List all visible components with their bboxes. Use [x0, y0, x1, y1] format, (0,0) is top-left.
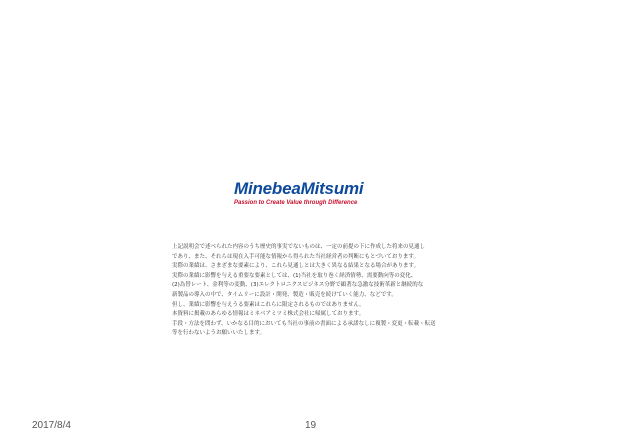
footer-date: 2017/8/4 [32, 420, 71, 431]
disclaimer-line: 上記説明会で述べられた内容のうち歴史的事実でないものは、一定の前提の下に作成した将来の見通し [172, 244, 426, 250]
disclaimer-line: 手段・方法を問わず、いかなる目的においても当社の事前の書面による承諾なしに複製・変更・転載・転送 [172, 320, 436, 327]
disclaimer-line: であり、また、それらは現在入手可能な情報から得られた当社経営者の判断にもとづいております。 [172, 253, 419, 260]
disclaimer-line: 実際の業績に影響を与える重要な要素としては、(1)当社を取り巻く経済情勢、需要動向等の変化、 [172, 272, 417, 279]
disclaimer-line: (2)為替レート、金利等の変動、(3)エレクトロニクスビジネス分野で顕著な急激な技術革新と継続的な [172, 282, 424, 289]
disclaimer-line: 新製品の導入の中で、タイムリーに設計・開発、製造・販売を続けていく能力、などです。 [172, 291, 397, 298]
disclaimer-text [172, 243, 472, 339]
disclaimer-line: 等を行わないようお願いいたします。 [172, 330, 266, 337]
disclaimer-line: 実際の業績は、さまざまな要素により、これら見通しとは大きく異なる結果となる場合があります。 [172, 263, 420, 270]
logo-tagline: Passion to Create Value through Difference [234, 200, 358, 206]
disclaimer-line: 但し、業績に影響を与えうる要素はこれらに限定されるものではありません。 [172, 301, 365, 308]
footer-page-number: 19 [305, 420, 317, 431]
logo-wordmark: MinebeaMitsumi [234, 179, 364, 198]
company-logo [234, 180, 394, 207]
disclaimer-line: 本資料に掲載のあらゆる情報はミネベアミツミ株式会社に帰属しております。 [172, 311, 365, 318]
